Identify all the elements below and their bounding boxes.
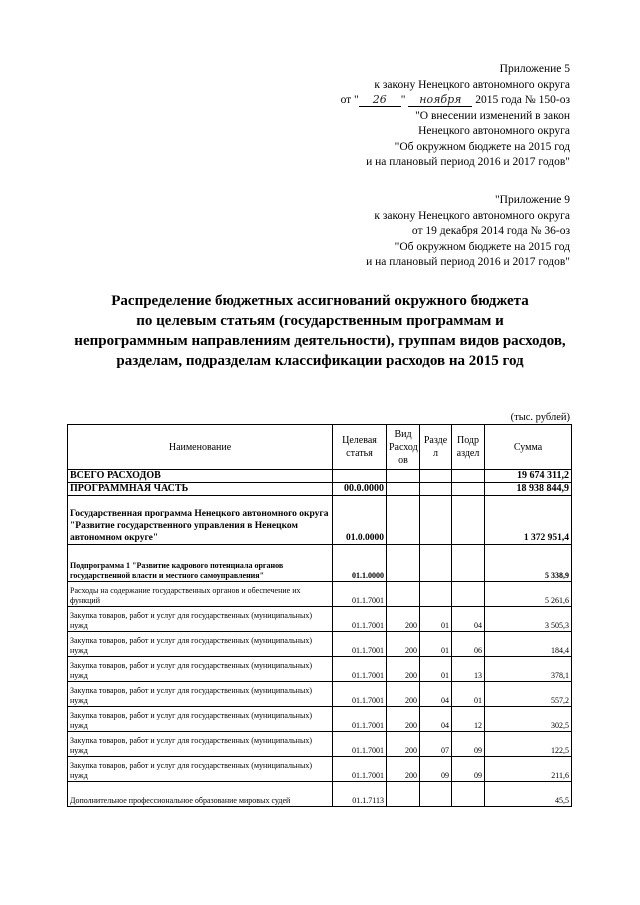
table-row: Закупка товаров, работ и услуг для государственных (муниципальных) нужд 01.1.7001 200 04 01 557,2	[68, 682, 572, 707]
table-row: Закупка товаров, работ и услуг для государственных (муниципальных) нужд 01.1.7001 200 01 04 3 505,3	[68, 607, 572, 632]
table-row: Закупка товаров, работ и услуг для государственных (муниципальных) нужд 01.1.7001 200 01 13 378,1	[68, 657, 572, 682]
handwritten-day: 26	[359, 93, 401, 107]
annex5-line5: Ненецкого автономного округа	[418, 125, 570, 137]
annex9-line3: от 19 декабря 2014 года № 36-оз	[411, 225, 570, 237]
header-section: Разде л	[420, 425, 452, 470]
header-sum: Сумма	[485, 425, 572, 470]
annex-5-header	[341, 62, 570, 171]
table-row: ВСЕГО РАСХОДОВ 19 674 311,2	[68, 470, 572, 483]
units-label: (тыс. рублей)	[510, 412, 570, 423]
table-row: Подпрограмма 1 "Развитие кадрового потенциала органов государственной власти и местного самоуправления" 01.1.0000 5 338,9	[68, 545, 572, 582]
title-line1: Распределение бюджетных ассигнований окружного бюджета	[111, 293, 529, 309]
handwritten-month: ноября	[408, 93, 472, 107]
table-row: Закупка товаров, работ и услуг для государственных (муниципальных) нужд 01.1.7001 200 07 09 122,5	[68, 732, 572, 757]
title-line3: непрограммным направлениям деятельности), группам видов расходов,	[74, 333, 566, 349]
table-header-row	[68, 425, 572, 470]
annex5-line7: и на плановый период 2016 и 2017 годов"	[366, 156, 570, 168]
budget-table	[67, 424, 572, 807]
annex-9-header	[366, 193, 570, 271]
table-row: ПРОГРАММНАЯ ЧАСТЬ 00.0.0000 18 938 844,9	[68, 483, 572, 496]
annex9-line5: и на плановый период 2016 и 2017 годов"	[366, 256, 570, 268]
table-row: Закупка товаров, работ и услуг для государственных (муниципальных) нужд 01.1.7001 200 01 06 184,4	[68, 632, 572, 657]
annex9-line1: "Приложение 9	[494, 194, 570, 206]
table-row: Расходы на содержание государственных органов и обеспечение их функций 01.1.7001 5 261,6	[68, 582, 572, 607]
header-name: Наименование	[68, 425, 333, 470]
annex5-line1: Приложение 5	[499, 63, 570, 75]
table-row: Закупка товаров, работ и услуг для государственных (муниципальных) нужд 01.1.7001 200 09 09 211,6	[68, 757, 572, 782]
header-target: Целевая статья	[333, 425, 387, 470]
table-row: Дополнительное профессиональное образование мировых судей 01.1.7113 45,5	[68, 782, 572, 807]
table-row: Государственная программа Ненецкого автономного округа "Развитие государственного управления в Ненецком автономном округе" 01.0.0000 1 372 951,4	[68, 496, 572, 545]
title-line4: разделам, подразделам классификации расходов на 2015 год	[116, 353, 524, 369]
title-line2: по целевым статьям (государственным программам и	[136, 313, 504, 329]
document-title	[60, 291, 580, 371]
annex9-line2: к закону Ненецкого автономного округа	[374, 209, 570, 222]
annex5-line6: "Об окружном бюджете на 2015 год	[394, 140, 570, 153]
annex5-date-line: от " 26 " ноября 2015 года № 150-оз	[340, 93, 570, 106]
table-row: Закупка товаров, работ и услуг для государственных (муниципальных) нужд 01.1.7001 200 04 12 302,5	[68, 707, 572, 732]
header-subsection: Подр аздел	[452, 425, 485, 470]
annex9-line4: "Об окружном бюджете на 2015 год	[394, 240, 570, 253]
header-kind: Вид Расход ов	[387, 425, 420, 470]
annex5-line2: к закону Ненецкого автономного округа	[374, 78, 570, 91]
annex5-line4: "О внесении изменений в закон	[415, 109, 570, 122]
